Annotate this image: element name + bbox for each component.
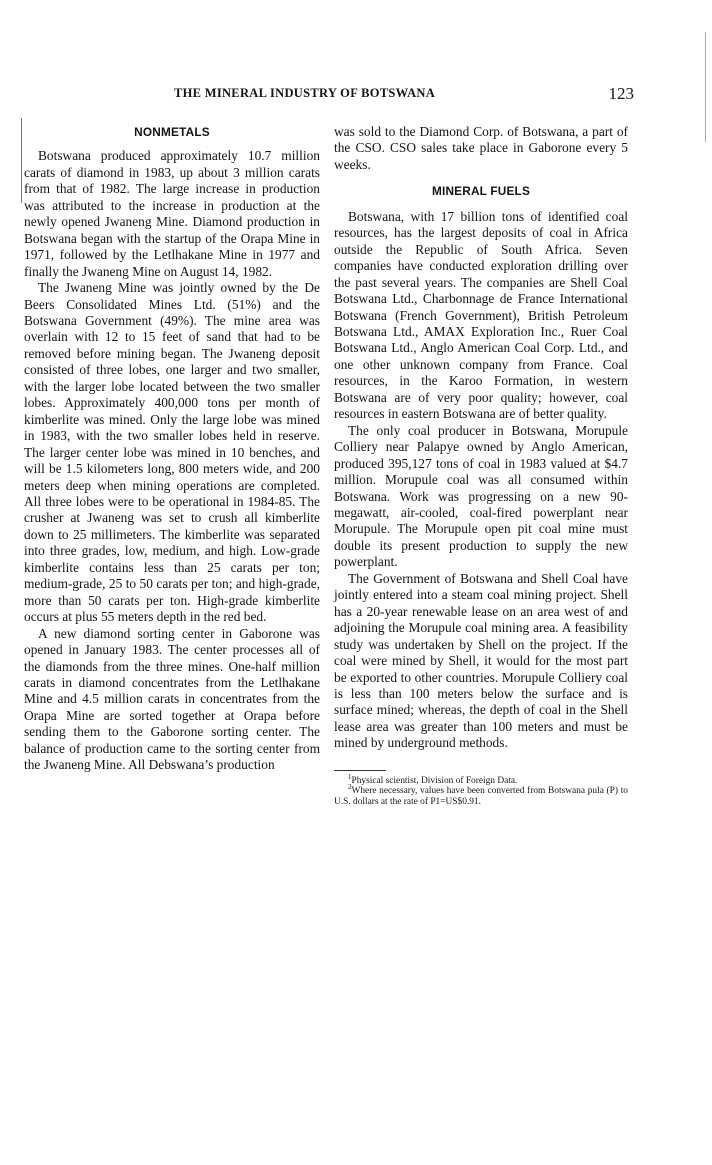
section-heading-nonmetals: NONMETALS [134,125,210,139]
page-header [24,84,634,106]
footnote-text: Physical scientist, Division of Foreign Data. [351,775,518,786]
paragraph-diamond-production: Botswana produced approximately 10.7 million carats of diamond in 1983, up about 3 million carats from that of 1982. The large increase in production was attributed to the increase in production at the newly opened Jwaneng Mine. Diamond production in Botswana began with the startup of the Orapa Mine in 1971, followed by the Letlhakane Mine in 1977 and finally the Jwaneng Mine on August 14, 1982. [24,148,320,279]
footnote [334,783,628,807]
page-number: 123 [608,84,634,103]
paragraph-steam-coal-project: The Government of Botswana and Shell Coal have jointly entered into a steam coal mining project. Shell has a 20-year renewable lease on an area west of and adjoining the Morupule coal mining area. A feasibility study was undertaken by Shell on the project. If the coal were mined by Shell, it would for the most part be exported to other countries. Morupule Colliery coal is less than 100 meters below the surface and is surface mined; whereas, the depth of coal in the Shell lease area was greater than 100 meters and must be mined by underground methods. [334,570,628,751]
paragraph-coal-resources: Botswana, with 17 billion tons of identified coal resources, has the largest deposits of coal in Africa outside the Republic of South Africa. Seven companies have conducted exploration drilling over the past several years. The companies are Shell Coal Botswana Ltd., Charbonnage de France International Botswana (French Government), British Petroleum Botswana Ltd., AMAX Exploration Inc., Ruer Coal Botswana Ltd., Anglo American Coal Corp. Ltd., and one other unknown company from France. Coal resources, in the Karoo Formation, in western Botswana are of very poor quality; however, coal resources in eastern Botswana are of better quality. [334,208,628,422]
footnote-text: Where necessary, values have been converted from Botswana pula (P) to U.S. dollars at the rate of P1=US$0.91. [334,786,628,807]
paragraph-continuation: was sold to the Diamond Corp. of Botswana, a part of the CSO. CSO sales take place in Gaborone every 5 weeks. [334,124,628,172]
paragraph-jwaneng-mine: The Jwaneng Mine was jointly owned by the De Beers Consolidated Mines Ltd. (51%) and the Botswana Government (49%). The mine area was overlain with 12 to 15 feet of sand that had to be removed before mining began. The Jwaneng deposit consisted of three lobes, one larger and two smaller, with the larger lobe located between the two smaller lobes. Approximately 400,000 tons per month of kimberlite was mined. Only the large lobe was mined in 1983, with the two smaller lobes held in reserve. The larger center lobe was mined in 10 benches, and will be 1.5 kilometers long, 800 meters wide, and 200 meters deep when mining operations are completed. All three lobes were to be operational in 1984-85. The crusher at Jwaneng was set to crush all kimberlite down to 25 millimeters. The kimberlite was separated into three grades, low, medium, and high. Low-grade kimberlite contains less than 25 carats per ton; medium-grade, 25 to 50 carats per ton; and high-grade, more than 50 carats per ton. High-grade kimberlite occurs at plus 55 meters depth in the red bed. [24,280,320,625]
footnote-marker: 1 [348,772,352,781]
section-heading-mineral-fuels: MINERAL FUELS [431,184,531,199]
page-edge-line [705,32,706,142]
binding-margin-line [21,118,22,203]
paragraph-morupule-colliery: The only coal producer in Botswana, Morupule Colliery near Palapye owned by Anglo American, produced 395,127 tons of coal in 1983 valued at $4.7 million. Morupule coal was all consumed within Botswana. Work was progressing on a new 90-megawatt, air-cooled, coal-fired powerplant near Morupule. The Morupule open pit coal mine must double its present production to supply the new powerplant. [334,422,628,570]
running-title: THE MINERAL INDUSTRY OF BOTSWANA [174,86,436,100]
footnote [334,772,628,787]
footnote-marker: 2 [348,783,352,792]
left-column [24,124,320,774]
right-column [334,124,628,808]
footnote-divider [334,770,386,771]
paragraph-sorting-center: A new diamond sorting center in Gaborone was opened in January 1983. The center processes all of the diamonds from the three mines. One-half million carats in diamond concentrates from the Letlhakane Mine and 4.5 million carats in concentrates from the Orapa Mine are sorted together at Orapa before sending them to the Gaborone sorting center. The balance of production came to the sorting center from the Jwaneng Mine. All Debswana’s production [24,625,320,773]
